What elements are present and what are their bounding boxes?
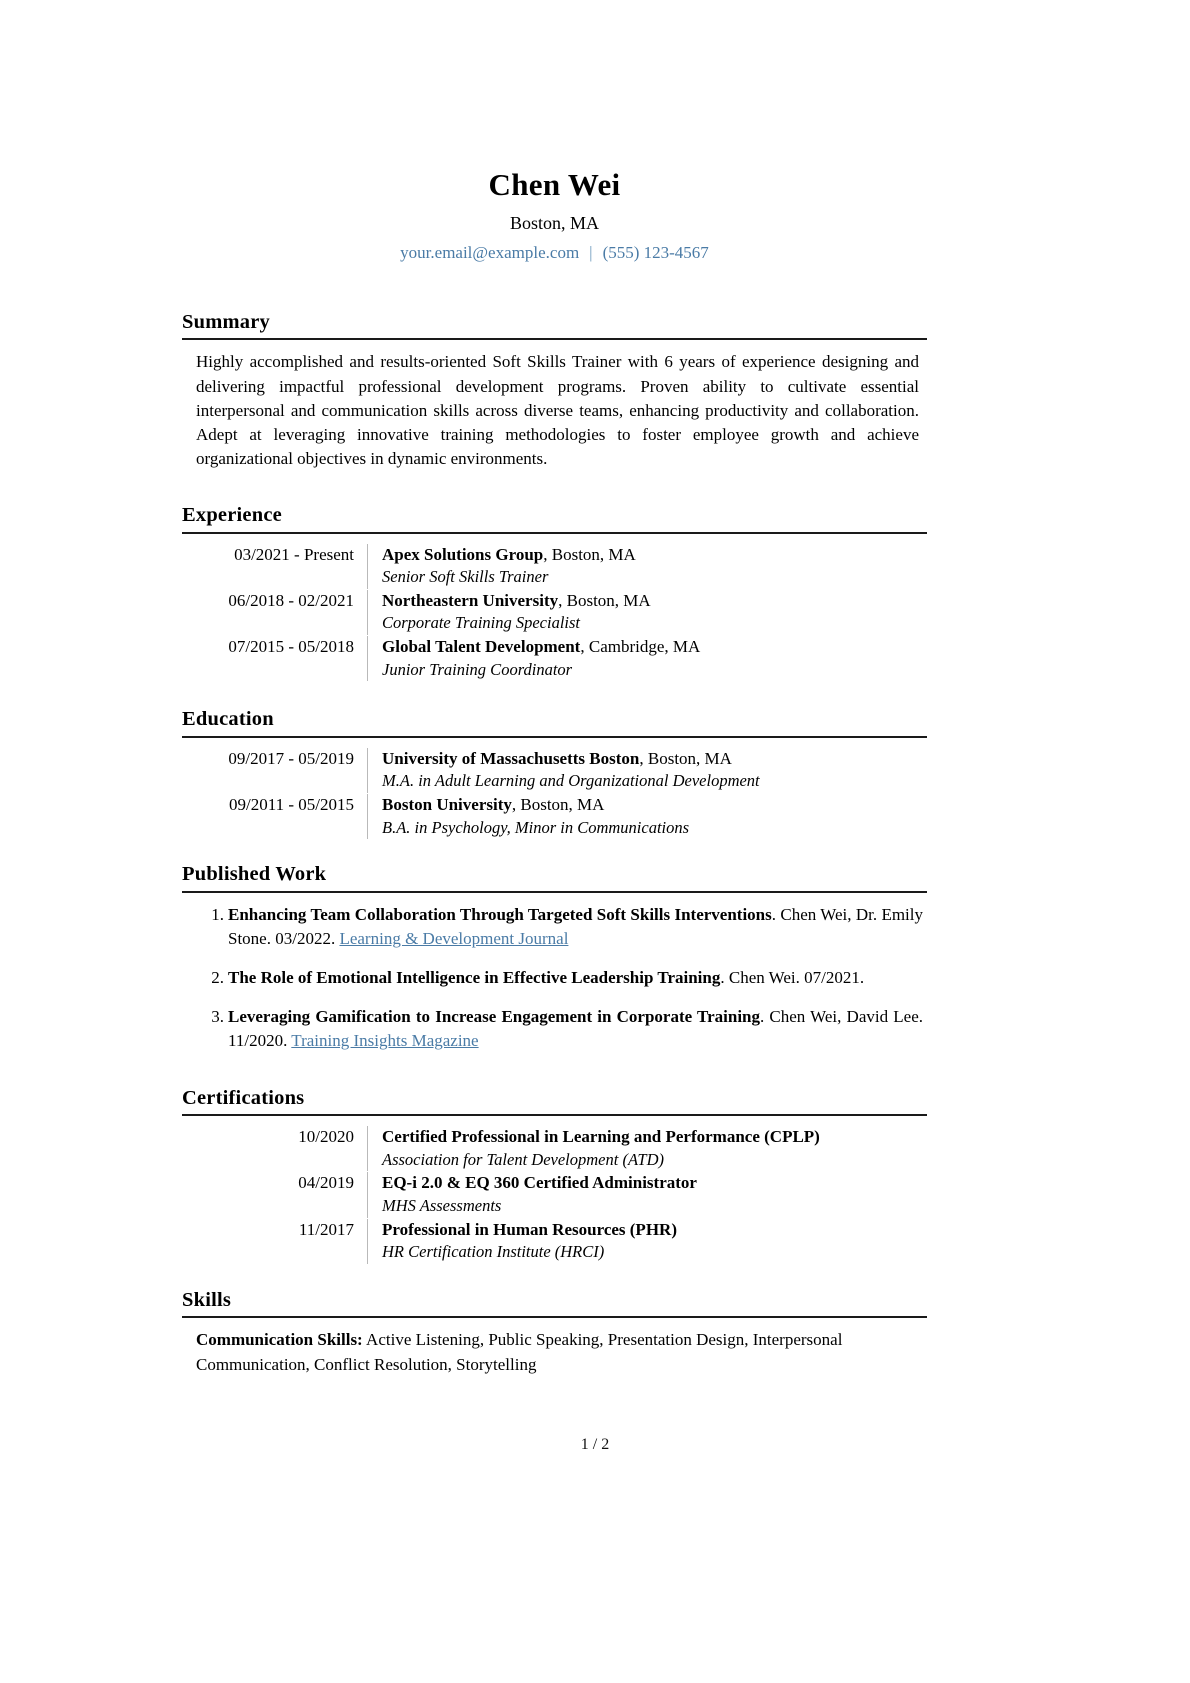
contact-separator: |	[589, 242, 593, 262]
section-title-published-work: Published Work	[182, 863, 327, 886]
section-rule	[182, 532, 927, 534]
publication-title: The Role of Emotional Intelligence in Effective Leadership Training	[228, 968, 721, 988]
entry-organization: Apex Solutions Group	[382, 544, 544, 564]
section-summary	[182, 310, 927, 471]
entry-date: 06/2018 - 02/2021	[228, 590, 354, 610]
certification-entry	[182, 1172, 927, 1217]
entry-headline	[382, 636, 927, 658]
entry-headline	[382, 544, 927, 566]
entry-body	[367, 1126, 927, 1171]
publication-item	[211, 903, 923, 951]
entry-organization: Global Talent Development	[382, 637, 581, 657]
entry-location: , Boston, MA	[511, 795, 605, 815]
entry-headline	[382, 1219, 927, 1241]
entry-role: Senior Soft Skills Trainer	[382, 567, 549, 587]
entry-body	[367, 544, 927, 589]
entry-headline	[382, 590, 927, 612]
skills-category-values: Active Listening, Public Speaking, Presentation Design, Interpersonal Communication, Conflict Resolution, Storytelling	[196, 1330, 843, 1374]
publication-item	[211, 966, 923, 990]
resume-header	[182, 0, 927, 264]
publication-meta: . Chen Wei. 07/2021.	[720, 968, 865, 988]
entry-headline	[382, 1126, 927, 1148]
email-link[interactable]: your.email@example.com	[400, 242, 580, 262]
publication-journal-link[interactable]: Training Insights Magazine	[291, 1031, 479, 1051]
section-title-certifications: Certifications	[182, 1086, 305, 1109]
entry-organization: Northeastern University	[382, 590, 559, 610]
entry-role: Junior Training Coordinator	[382, 659, 573, 679]
section-published-work	[182, 862, 927, 1053]
skills-category-label: Communication Skills:	[196, 1330, 363, 1350]
entry-date: 11/2017	[298, 1219, 354, 1239]
section-rule	[182, 338, 927, 340]
entry-location: , Boston, MA	[543, 544, 636, 564]
entry-date: 07/2015 - 05/2018	[228, 637, 354, 657]
entry-headline	[382, 794, 927, 816]
section-title-summary: Summary	[182, 310, 270, 333]
entry-date: 10/2020	[298, 1127, 354, 1147]
resume-content	[182, 0, 927, 1377]
entry-body	[367, 590, 927, 635]
section-rule	[182, 1114, 927, 1116]
section-certifications	[182, 1086, 927, 1264]
certification-name: EQ-i 2.0 & EQ 360 Certified Administrator	[382, 1173, 697, 1193]
publication-title: Enhancing Team Collaboration Through Targeted Soft Skills Interventions	[228, 904, 772, 924]
experience-entry	[182, 636, 927, 681]
entry-location: , Boston, MA	[558, 590, 651, 610]
entry-organization: Boston University	[382, 795, 512, 815]
entry-date: 04/2019	[298, 1173, 354, 1193]
entry-body	[367, 1172, 927, 1217]
experience-entry	[182, 590, 927, 635]
entry-body	[367, 794, 927, 839]
certification-name: Professional in Human Resources (PHR)	[382, 1219, 677, 1239]
skills-group	[182, 1328, 927, 1376]
certification-issuer: HR Certification Institute (HRCI)	[382, 1242, 605, 1262]
entry-body	[367, 1219, 927, 1264]
section-title-education: Education	[182, 708, 274, 731]
entry-date: 09/2011 - 05/2015	[229, 795, 354, 815]
publication-title: Leveraging Gamification to Increase Engagement in Corporate Training	[228, 1007, 760, 1027]
entry-organization: University of Massachusetts Boston	[382, 748, 640, 768]
education-list	[182, 748, 927, 839]
section-education	[182, 707, 927, 839]
entry-headline	[382, 748, 927, 770]
entry-degree: B.A. in Psychology, Minor in Communications	[382, 817, 690, 837]
section-rule	[182, 1316, 927, 1318]
entry-degree: M.A. in Adult Learning and Organizational Development	[382, 771, 760, 791]
entry-headline	[382, 1172, 927, 1194]
candidate-location: Boston, MA	[509, 213, 599, 234]
education-entry	[182, 748, 927, 793]
certification-entry	[182, 1219, 927, 1264]
publication-number: 2.	[211, 968, 224, 988]
section-skills	[182, 1288, 927, 1377]
certification-list	[182, 1126, 927, 1264]
section-experience	[182, 503, 927, 681]
candidate-name: Chen Wei	[488, 167, 621, 202]
contact-line	[182, 242, 927, 264]
certification-name: Certified Professional in Learning and Performance (CPLP)	[382, 1127, 820, 1147]
phone-link[interactable]: (555) 123-4567	[602, 242, 709, 262]
section-rule	[182, 736, 927, 738]
publication-item	[211, 1005, 923, 1053]
certification-issuer: MHS Assessments	[382, 1195, 502, 1215]
publication-journal-link[interactable]: Learning & Development Journal	[339, 929, 569, 949]
entry-role: Corporate Training Specialist	[382, 613, 581, 633]
certification-issuer: Association for Talent Development (ATD)	[382, 1149, 664, 1169]
publication-meta: . Chen Wei, Dr. Emily Stone. 03/2022.	[228, 904, 923, 949]
section-title-experience: Experience	[182, 504, 282, 527]
publication-number: 3.	[211, 1007, 224, 1027]
entry-date: 03/2021 - Present	[234, 544, 354, 564]
entry-location: , Cambridge, MA	[580, 637, 701, 657]
publication-list	[182, 903, 927, 1054]
publication-meta: . Chen Wei, David Lee. 11/2020.	[228, 1007, 923, 1051]
experience-list	[182, 544, 927, 682]
experience-entry	[182, 544, 927, 589]
publication-number: 1.	[211, 904, 224, 924]
section-title-skills: Skills	[182, 1288, 232, 1311]
entry-body	[367, 748, 927, 793]
certification-entry	[182, 1126, 927, 1171]
entry-body	[367, 636, 927, 681]
education-entry	[182, 794, 927, 839]
section-rule	[182, 891, 927, 893]
summary-paragraph: Highly accomplished and results-oriented Soft Skills Trainer with 6 years of experience designing and delivering impactful professional development programs. Proven ability to cultivate essential interpersonal and communication skills across diverse teams, enhancing productivity and collaboration. Adept at leveraging innovative training methodologies to foster employee growth and achieve organizational objectives in dynamic environments.	[196, 352, 919, 468]
page-footer	[0, 1436, 1190, 1454]
page-indicator: 1 / 2	[580, 1436, 610, 1453]
entry-date: 09/2017 - 05/2019	[228, 748, 354, 768]
entry-location: , Boston, MA	[639, 748, 732, 768]
